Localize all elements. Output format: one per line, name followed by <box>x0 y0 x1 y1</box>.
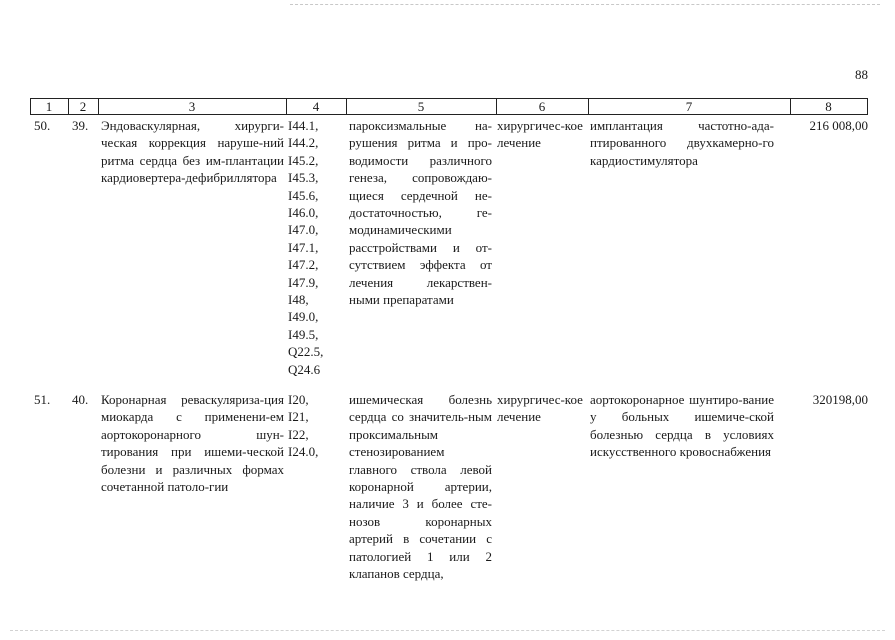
header-divider <box>867 98 868 115</box>
diagnosis-code: I47.2, <box>288 257 319 273</box>
diagnosis-code: I22, <box>288 426 309 442</box>
scan-artifact-bottom <box>10 630 885 631</box>
cost-value: 216 008,00 <box>809 118 868 133</box>
diagnosis-code: I49.0, <box>288 309 319 325</box>
diagnosis-code: I21, <box>288 409 309 425</box>
scan-artifact-top <box>290 4 880 5</box>
patient-model: пароксизмальные на-рушения ритма и про-водимости различного генеза, сопровождаю-щиеся сердечной не-достаточностью, ге-модинамическими расстройствами и от-сутствием эффекта от лечения лекарствен-ными препаратами <box>349 118 492 308</box>
header-cell-3: 3 <box>188 99 196 114</box>
diagnosis-code: I46.0, <box>288 205 319 221</box>
group-number: 39. <box>72 118 89 133</box>
diagnosis-code: I47.9, <box>288 274 319 290</box>
diagnosis-codes <box>288 391 344 461</box>
table-header-row <box>30 98 868 115</box>
diagnosis-code: I45.6, <box>288 187 319 203</box>
diagnosis-code: I45.3, <box>288 170 319 186</box>
treatment-type: хирургичес-кое лечение <box>497 118 583 151</box>
patient-model: ишемическая болезнь сердца со значитель-ным проксимальным стенозированием главного ствола левой коронарной артерии, наличие 3 и более сте-нозов коронарных артерий в сочетании с патологией 1 или 2 клапанов сердца, <box>349 392 492 582</box>
header-cell-6: 6 <box>538 99 546 114</box>
header-cell-4: 4 <box>312 99 320 114</box>
diagnosis-code: I45.2, <box>288 152 319 168</box>
diagnosis-code: I24.0, <box>288 444 319 460</box>
diagnosis-code: I48, <box>288 292 309 308</box>
diagnosis-code: I47.1, <box>288 239 319 255</box>
diagnosis-code: I44.2, <box>288 135 319 151</box>
cost-value: 320198,00 <box>812 392 868 407</box>
diagnosis-code: I47.0, <box>288 222 319 238</box>
treatment-method: имплантация частотно-ада-птированного двухкамерно-го кардиостимулятора <box>590 118 774 168</box>
header-bottom-border <box>30 114 868 115</box>
group-number: 40. <box>72 392 89 407</box>
header-cell-1: 1 <box>45 99 53 114</box>
header-cell-7: 7 <box>685 99 693 114</box>
header-cell-8: 8 <box>825 99 832 114</box>
row-number: 51. <box>34 392 51 407</box>
diagnosis-code: I44.1, <box>288 118 319 133</box>
diagnosis-code: I20, <box>288 392 309 407</box>
treatment-type: хирургичес-кое лечение <box>497 392 583 425</box>
diagnosis-code: Q24.6 <box>288 361 321 377</box>
diagnosis-codes <box>288 117 344 378</box>
header-cell-2: 2 <box>79 99 87 114</box>
treatment-method: аортокоронарное шунтиро-вание у больных ишемиче-ской болезнью сердца в условиях искусственного кровоснабжения <box>590 392 774 460</box>
care-type-name: Коронарная реваскуляриза-ция миокарда с применени-ем аортокоронарного шун-тирования при ишеми-ческой болезни и различных формах сочетанной патоло-гии <box>101 392 284 495</box>
diagnosis-code: Q22.5, <box>288 344 324 360</box>
header-cell-5: 5 <box>417 99 425 114</box>
row-number: 50. <box>34 118 51 133</box>
diagnosis-code: I49.5, <box>288 326 319 342</box>
page-number: 88 <box>855 67 868 82</box>
care-type-name: Эндоваскулярная, хирурги-ческая коррекция наруше-ний ритма сердца без им-плантации кардиовертера-дефибриллятора <box>101 118 284 186</box>
